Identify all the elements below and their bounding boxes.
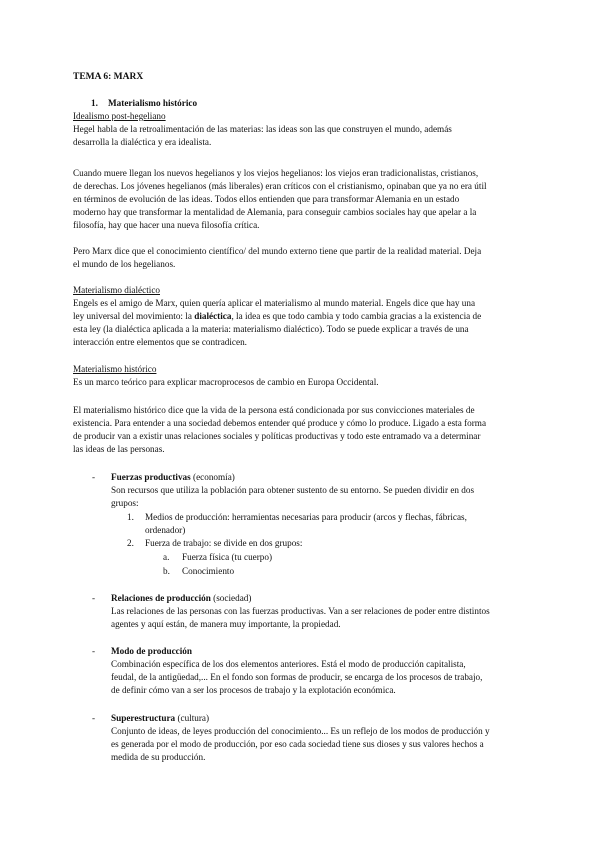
list-item: Fuerza de trabajo: se divide en dos grupos: xyxy=(145,538,303,548)
paragraph-line: moderno hay que transformar la mentalidad de Alemania, para conseguir cambios sociales hay que apelar a la xyxy=(73,207,477,217)
sublist-item: Fuerza física (tu cuerpo) xyxy=(182,552,273,562)
list-item: ordenador) xyxy=(145,525,186,535)
paragraph-line: en términos de evolución de las ideas. Todos ellos entienden que para transformar Alemania en un estado xyxy=(73,194,460,204)
page-title: TEMA 6: MARX xyxy=(73,72,144,82)
paragraph-line: Las relaciones de las personas con las fuerzas productivas. Van a ser relaciones de poder entre distintos xyxy=(111,606,490,616)
paragraph-line: feudal, de la antigüedad,... En el fondo son formas de producir, se encarga de los procesos de trabajo, xyxy=(111,672,483,682)
bullet-heading-suffix: (sociedad) xyxy=(210,593,252,603)
paragraph-line: medida de su producción. xyxy=(111,752,206,762)
subheading-historico: Materialismo histórico xyxy=(73,364,157,374)
paragraph-line: de producir van a existir unas relaciones sociales y políticas productivas y todo este entramado va a determinar xyxy=(73,431,481,441)
section-number: 1. xyxy=(91,98,98,108)
bullet-dash: - xyxy=(92,646,96,656)
paragraph-line: Pero Marx dice que el conocimiento científico/ del mundo externo tiene que partir de la realidad material. Deja xyxy=(73,246,482,256)
paragraph-line: Cuando muere llegan los nuevos hegelianos y los viejos hegelianos: los viejos eran tradicionalistas, cristianos, xyxy=(73,168,479,178)
paragraph-line: es generada por el modo de producción, por eso cada sociedad tiene sus dioses y sus valores hechos a xyxy=(111,739,484,749)
paragraph-line: filosofía, hay que hacer una nueva filosofía crítica. xyxy=(73,220,260,230)
paragraph-line xyxy=(73,310,481,323)
paragraph-line: Es un marco teórico para explicar macroprocesos de cambio en Europa Occidental. xyxy=(73,377,379,387)
sublist-letter: b. xyxy=(163,566,170,576)
paragraph-line: Engels es el amigo de Marx, quien quería aplicar el materialismo al mundo material. Engels dice que hay una xyxy=(73,298,476,308)
text-run: , la idea es que todo cambia y todo cambia gracias a la existencia de xyxy=(231,311,482,321)
paragraph-line: de derechas. Los jóvenes hegelianos (más liberales) eran críticos con el cristianismo, opinaban que ya no era útil xyxy=(73,181,487,191)
paragraph-line: grupos: xyxy=(111,498,139,508)
bullet-dash: - xyxy=(92,472,96,482)
sublist-item: Conocimiento xyxy=(182,566,235,576)
bullet-heading-text: Fuerzas productivas xyxy=(111,472,191,482)
paragraph-line: desarrolla la dialéctica y era idealista. xyxy=(73,137,212,147)
bullet-heading-suffix: (economía) xyxy=(190,472,235,482)
bullet-dash: - xyxy=(92,593,96,603)
paragraph-line: esta ley (la dialéctica aplicada a la materia: materialismo dialéctico). Todo se puede explicar a través de una xyxy=(73,324,469,334)
bullet-heading-relaciones xyxy=(111,592,251,605)
bullet-heading-superestructura xyxy=(111,712,209,725)
subheading-dialectico: Materialismo dialéctico xyxy=(73,285,160,295)
paragraph-line: de definir cómo van a ser los procesos de trabajo y la explotación económica. xyxy=(111,685,396,695)
paragraph-line: Hegel habla de la retroalimentación de las materias: las ideas son las que construyen el mundo, además xyxy=(73,124,452,134)
paragraph-line: Conjunto de ideas, de leyes producción del conocimiento... Es un reflejo de los modos de producción y xyxy=(111,726,490,736)
list-number: 2. xyxy=(127,538,134,548)
list-item: Medios de producción: herramientas necesarias para producir (arcos y flechas, fábricas, xyxy=(145,512,467,522)
section-label: Materialismo histórico xyxy=(108,98,198,108)
paragraph-line: el mundo de los hegelianos. xyxy=(73,259,176,269)
bullet-heading-text: Relaciones de producción xyxy=(111,593,211,603)
text-run: ley universal del movimiento: la xyxy=(73,311,195,321)
bullet-heading-text: Superestructura xyxy=(111,713,176,723)
paragraph-line: las ideas de las personas. xyxy=(73,444,165,454)
bullet-heading-fuerzas xyxy=(111,471,235,484)
paragraph-line: Son recursos que utiliza la población para obtener sustento de su entorno. Se pueden dividir en dos xyxy=(111,485,475,495)
sublist-letter: a. xyxy=(163,552,170,562)
paragraph-line: El materialismo histórico dice que la vida de la persona está condicionada por sus convicciones materiales de xyxy=(73,405,475,415)
bullet-dash: - xyxy=(92,713,96,723)
paragraph-line: Combinación específica de los dos elementos anteriores. Está el modo de producción capitalista, xyxy=(111,659,466,669)
bullet-heading-modo: Modo de producción xyxy=(111,646,192,656)
list-number: 1. xyxy=(127,512,134,522)
paragraph-line: agentes y aquí están, de manera muy importante, la propiedad. xyxy=(111,619,341,629)
bold-term-dialectica: dialéctica xyxy=(194,311,232,321)
section-heading xyxy=(91,97,197,110)
subheading-idealismo: Idealismo post-hegeliano xyxy=(73,111,166,121)
paragraph-line: interacción entre elementos que se contradicen. xyxy=(73,337,247,347)
bullet-heading-suffix: (cultura) xyxy=(175,713,210,723)
paragraph-line: existencia. Para entender a una sociedad debemos entender qué produce y cómo lo produce. Ligado a esta forma xyxy=(73,418,487,428)
